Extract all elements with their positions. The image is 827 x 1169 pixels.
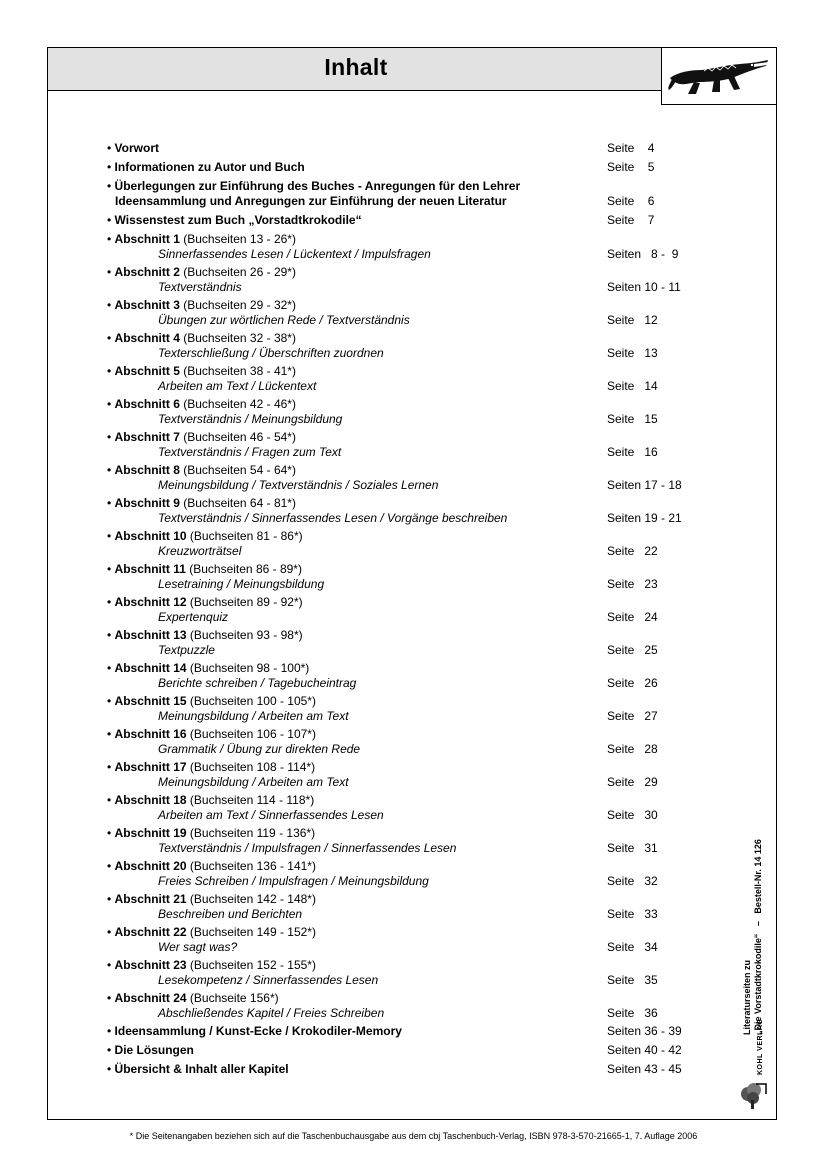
toc-entry: [107, 141, 707, 156]
toc-entry: [107, 562, 707, 592]
toc-entry-heading: • Abschnitt 4 (Buchseiten 32 - 38*): [107, 331, 296, 345]
toc-entry-book-pages: (Buchseiten 64 - 81*): [179, 496, 296, 510]
toc-entry-page: Seite 6: [607, 194, 655, 208]
toc-entry-book-pages: (Buchseiten 38 - 41*): [179, 364, 296, 378]
toc-entry: [107, 628, 707, 658]
toc-entry: [107, 463, 707, 493]
toc-entry: [107, 496, 707, 526]
toc-entry-page: Seite 25: [607, 643, 658, 657]
toc-entry-heading: • Abschnitt 2 (Buchseiten 26 - 29*): [107, 265, 296, 279]
toc-entry: [107, 1024, 707, 1039]
toc-entry-heading: • Informationen zu Autor und Buch: [107, 160, 305, 174]
toc-entry: [107, 859, 707, 889]
publisher-name: KOHL VERLAG: [757, 1018, 764, 1075]
toc-entry-page: Seiten 17 - 18: [607, 478, 682, 492]
toc-entry-page: Seiten 19 - 21: [607, 511, 682, 525]
toc-entry-page: Seite 29: [607, 775, 658, 789]
toc-entry-page: Seiten 10 - 11: [607, 280, 681, 294]
toc-entry-title: Abschnitt 16: [114, 727, 187, 741]
toc-entry-page: Seite 32: [607, 874, 658, 888]
toc-entry-book-pages: (Buchseiten 142 - 148*): [186, 892, 316, 906]
toc-entry-book-pages: (Buchseiten 114 - 118*): [186, 793, 315, 807]
toc-entry-topics: Meinungsbildung / Textverständnis / Soziales Lernen: [158, 478, 439, 492]
toc-entry-page: Seite 34: [607, 940, 658, 954]
toc-entry: [107, 793, 707, 823]
toc-entry-page: Seiten 43 - 45: [607, 1062, 682, 1076]
toc-entry: [107, 991, 707, 1021]
toc-entry-title: Abschnitt 23: [114, 958, 187, 972]
toc-entry-page: Seite 28: [607, 742, 658, 756]
toc-entry: [107, 529, 707, 559]
toc-entry-book-pages: (Buchseiten 149 - 152*): [186, 925, 316, 939]
toc-entry-book-pages: (Buchseiten 26 - 29*): [179, 265, 296, 279]
toc-entry: [107, 1062, 707, 1077]
toc-entry-page: Seite 12: [607, 313, 658, 327]
toc-entry-topics: Wer sagt was?: [158, 940, 238, 954]
toc-entry-title-continued: Ideensammlung und Anregungen zur Einführung der neuen Literatur: [115, 194, 507, 208]
toc-entry-title: Abschnitt 19: [114, 826, 187, 840]
toc-entry-page: Seite 36: [607, 1006, 658, 1020]
toc-entry: [107, 397, 707, 427]
toc-entry-heading: • Abschnitt 21 (Buchseiten 142 - 148*): [107, 892, 316, 906]
sidebar-line-2: „Die Vorstadtkrokodile“ – Bestell-Nr. 14 126: [753, 839, 763, 1035]
toc-entry: [107, 160, 707, 175]
toc-entry-title: Ideensammlung / Kunst-Ecke / Krokodiler-Memory: [114, 1024, 402, 1038]
toc-entry-topics: Arbeiten am Text / Sinnerfassendes Lesen: [158, 808, 384, 822]
toc-entry: [107, 179, 707, 209]
toc-entry-heading: • Abschnitt 9 (Buchseiten 64 - 81*): [107, 496, 296, 510]
footnote: * Die Seitenangaben beziehen sich auf die Taschenbuchausgabe aus dem cbj Taschenbuch-Verlag, ISBN 978-3-570-21665-1, 7. Auflage 2006: [129, 1131, 698, 1141]
toc-entry-page: Seite 35: [607, 973, 658, 987]
toc-entry: [107, 298, 707, 328]
toc-entry-title: Abschnitt 7: [114, 430, 180, 444]
toc-entry-title: Vorwort: [114, 141, 159, 155]
toc-entry-page: Seite 7: [607, 213, 655, 227]
toc-entry-title: Abschnitt 3: [114, 298, 180, 312]
toc-entry-title: Abschnitt 8: [114, 463, 180, 477]
toc-entry-topics: Abschließendes Kapitel / Freies Schreiben: [158, 1006, 385, 1020]
toc-entry-book-pages: (Buchseiten 106 - 107*): [186, 727, 316, 741]
toc-entry-page: Seite 23: [607, 577, 658, 591]
toc-entry-heading: • Abschnitt 10 (Buchseiten 81 - 86*): [107, 529, 303, 543]
toc-entry: [107, 892, 707, 922]
toc-entry: [107, 727, 707, 757]
toc-entry-heading: • Abschnitt 12 (Buchseiten 89 - 92*): [107, 595, 303, 609]
toc-entry-heading: • Abschnitt 19 (Buchseiten 119 - 136*): [107, 826, 316, 840]
toc-entry-title: Wissenstest zum Buch „Vorstadtkrokodile“: [114, 213, 362, 227]
toc-entry-heading: • Übersicht & Inhalt aller Kapitel: [107, 1062, 289, 1076]
toc-entry-title: Abschnitt 9: [114, 496, 180, 510]
table-of-contents: [107, 141, 707, 1081]
toc-entry: [107, 213, 707, 228]
toc-entry-page: Seite 24: [607, 610, 658, 624]
toc-entry-title: Abschnitt 14: [114, 661, 187, 675]
toc-entry-title: Abschnitt 10: [114, 529, 187, 543]
toc-entry-title: Abschnitt 20: [114, 859, 187, 873]
toc-entry-title: Abschnitt 12: [114, 595, 187, 609]
toc-entry-page: Seite 14: [607, 379, 658, 393]
toc-entry: [107, 925, 707, 955]
toc-entry-heading: • Abschnitt 23 (Buchseiten 152 - 155*): [107, 958, 316, 972]
toc-entry-page: Seite 16: [607, 445, 658, 459]
toc-entry-title: Abschnitt 1: [114, 232, 180, 246]
toc-entry: [107, 826, 707, 856]
toc-entry-page: Seite 33: [607, 907, 658, 921]
toc-entry-page: Seite 30: [607, 808, 658, 822]
toc-entry-page: Seiten 8 - 9: [607, 247, 679, 261]
toc-entry-page: Seite 31: [607, 841, 658, 855]
toc-entry-heading: • Wissenstest zum Buch „Vorstadtkrokodile“: [107, 213, 362, 227]
toc-entry: [107, 958, 707, 988]
toc-entry-topics: Meinungsbildung / Arbeiten am Text: [158, 709, 349, 723]
crocodile-logo-box: [661, 47, 777, 105]
toc-entry-heading: • Abschnitt 13 (Buchseiten 93 - 98*): [107, 628, 303, 642]
toc-entry-heading: • Abschnitt 7 (Buchseiten 46 - 54*): [107, 430, 296, 444]
toc-entry-book-pages: (Buchseiten 46 - 54*): [179, 430, 296, 444]
toc-entry-heading: • Abschnitt 11 (Buchseiten 86 - 89*): [107, 562, 302, 576]
toc-entry-title: Die Lösungen: [114, 1043, 194, 1057]
toc-entry: [107, 364, 707, 394]
toc-entry-book-pages: (Buchseiten 81 - 86*): [186, 529, 303, 543]
toc-entry-heading: • Abschnitt 1 (Buchseiten 13 - 26*): [107, 232, 296, 246]
toc-entry-title: Abschnitt 4: [114, 331, 180, 345]
toc-entry-topics: Expertenquiz: [158, 610, 229, 624]
page-title: Inhalt: [324, 54, 388, 80]
sidebar-book-info: [742, 805, 764, 1035]
toc-entry-topics: Arbeiten am Text / Lückentext: [158, 379, 317, 393]
toc-entry-title: Abschnitt 22: [114, 925, 187, 939]
toc-entry-heading: • Abschnitt 15 (Buchseiten 100 - 105*): [107, 694, 316, 708]
toc-entry-heading: • Abschnitt 18 (Buchseiten 114 - 118*): [107, 793, 315, 807]
toc-entry: [107, 1043, 707, 1058]
toc-entry: [107, 661, 707, 691]
toc-entry-heading: • Vorwort: [107, 141, 159, 155]
toc-entry-page: Seite 4: [607, 141, 655, 155]
toc-entry-book-pages: (Buchseiten 98 - 100*): [186, 661, 310, 675]
toc-entry-heading: • Ideensammlung / Kunst-Ecke / Krokodiler-Memory: [107, 1024, 402, 1038]
toc-entry-page: Seite 15: [607, 412, 658, 426]
toc-entry-book-pages: (Buchseiten 108 - 114*): [186, 760, 316, 774]
toc-entry-title: Abschnitt 6: [114, 397, 180, 411]
toc-entry-heading: • Abschnitt 3 (Buchseiten 29 - 32*): [107, 298, 296, 312]
toc-entry-title: Abschnitt 17: [114, 760, 187, 774]
publisher-tree-logo-icon: [738, 1080, 768, 1110]
toc-entry-title: Abschnitt 5: [114, 364, 180, 378]
toc-entry: [107, 331, 707, 361]
toc-entry-heading: • Abschnitt 22 (Buchseiten 149 - 152*): [107, 925, 316, 939]
toc-entry-title: Überlegungen zur Einführung des Buches - Anregungen für den Lehrer: [114, 179, 521, 193]
toc-entry-page: Seite 27: [607, 709, 658, 723]
toc-entry-book-pages: (Buchseite 156*): [186, 991, 279, 1005]
toc-entry-heading: • Abschnitt 17 (Buchseiten 108 - 114*): [107, 760, 316, 774]
toc-entry-topics: Berichte schreiben / Tagebucheintrag: [158, 676, 357, 690]
toc-entry-topics: Freies Schreiben / Impulsfragen / Meinungsbildung: [158, 874, 429, 888]
toc-entry-book-pages: (Buchseiten 42 - 46*): [179, 397, 296, 411]
toc-entry-page: Seite 5: [607, 160, 655, 174]
toc-entry-book-pages: (Buchseiten 93 - 98*): [186, 628, 303, 642]
toc-entry-book-pages: (Buchseiten 86 - 89*): [185, 562, 302, 576]
toc-entry: [107, 265, 707, 295]
toc-entry-title: Abschnitt 18: [114, 793, 187, 807]
toc-entry-book-pages: (Buchseiten 119 - 136*): [186, 826, 316, 840]
toc-entry-page: Seite 13: [607, 346, 658, 360]
toc-entry-topics: Grammatik / Übung zur direkten Rede: [158, 742, 361, 756]
toc-entry-book-pages: (Buchseiten 13 - 26*): [179, 232, 296, 246]
toc-entry-title: Übersicht & Inhalt aller Kapitel: [114, 1062, 289, 1076]
toc-entry-title: Abschnitt 15: [114, 694, 187, 708]
toc-entry-topics: Textverständnis / Sinnerfassendes Lesen / Vorgänge beschreiben: [158, 511, 508, 525]
crocodile-icon: [668, 54, 772, 100]
toc-entry-title: Abschnitt 21: [114, 892, 187, 906]
toc-entry-book-pages: (Buchseiten 32 - 38*): [179, 331, 296, 345]
toc-entry-heading: • Die Lösungen: [107, 1043, 194, 1057]
toc-entry-title: Abschnitt 24: [114, 991, 187, 1005]
toc-entry: [107, 232, 707, 262]
toc-entry-topics: Textverständnis / Meinungsbildung: [158, 412, 343, 426]
toc-entry-heading: • Abschnitt 5 (Buchseiten 38 - 41*): [107, 364, 296, 378]
toc-entry-topics: Lesetraining / Meinungsbildung: [158, 577, 325, 591]
toc-entry-heading: • Abschnitt 24 (Buchseite 156*): [107, 991, 279, 1005]
toc-entry-heading: • Abschnitt 14 (Buchseiten 98 - 100*): [107, 661, 310, 675]
toc-entry: [107, 430, 707, 460]
toc-entry-heading: • Abschnitt 6 (Buchseiten 42 - 46*): [107, 397, 296, 411]
toc-entry-title: Abschnitt 2: [114, 265, 180, 279]
toc-entry-topics: Lesekompetenz / Sinnerfassendes Lesen: [158, 973, 379, 987]
toc-entry-topics: Textpuzzle: [158, 643, 215, 657]
toc-entry-topics: Sinnerfassendes Lesen / Lückentext / Impulsfragen: [158, 247, 431, 261]
toc-entry-topics: Meinungsbildung / Arbeiten am Text: [158, 775, 349, 789]
toc-entry-book-pages: (Buchseiten 136 - 141*): [186, 859, 316, 873]
toc-entry-topics: Übungen zur wörtlichen Rede / Textverständnis: [158, 313, 410, 327]
toc-entry-heading: • Abschnitt 16 (Buchseiten 106 - 107*): [107, 727, 316, 741]
toc-entry-topics: Textverständnis / Fragen zum Text: [158, 445, 342, 459]
toc-entry-heading: • Abschnitt 8 (Buchseiten 54 - 64*): [107, 463, 296, 477]
toc-entry-topics: Texterschließung / Überschriften zuordnen: [158, 346, 384, 360]
toc-entry-title: Informationen zu Autor und Buch: [114, 160, 305, 174]
toc-entry-page: Seiten 40 - 42: [607, 1043, 682, 1057]
toc-entry-title: Abschnitt 11: [114, 562, 186, 576]
toc-entry-book-pages: (Buchseiten 54 - 64*): [179, 463, 296, 477]
toc-entry-book-pages: (Buchseiten 100 - 105*): [186, 694, 316, 708]
toc-entry-page: Seite 26: [607, 676, 658, 690]
toc-entry-book-pages: (Buchseiten 29 - 32*): [179, 298, 296, 312]
toc-entry-heading: • Überlegungen zur Einführung des Buches - Anregungen für den Lehrer: [107, 179, 521, 193]
toc-entry-book-pages: (Buchseiten 152 - 155*): [186, 958, 316, 972]
toc-entry: [107, 595, 707, 625]
toc-entry-topics: Beschreiben und Berichten: [158, 907, 303, 921]
toc-entry-topics: Kreuzworträtsel: [158, 544, 242, 558]
toc-entry-page: Seiten 36 - 39: [607, 1024, 682, 1038]
toc-entry: [107, 694, 707, 724]
toc-entry: [107, 760, 707, 790]
toc-entry-topics: Textverständnis / Impulsfragen / Sinnerfassendes Lesen: [158, 841, 457, 855]
toc-entry-title: Abschnitt 13: [114, 628, 187, 642]
toc-entry-heading: • Abschnitt 20 (Buchseiten 136 - 141*): [107, 859, 316, 873]
toc-entry-page: Seite 22: [607, 544, 658, 558]
sidebar-line-1: Literaturseiten zu: [742, 959, 752, 1035]
toc-entry-book-pages: (Buchseiten 89 - 92*): [186, 595, 303, 609]
toc-entry-topics: Textverständnis: [158, 280, 242, 294]
